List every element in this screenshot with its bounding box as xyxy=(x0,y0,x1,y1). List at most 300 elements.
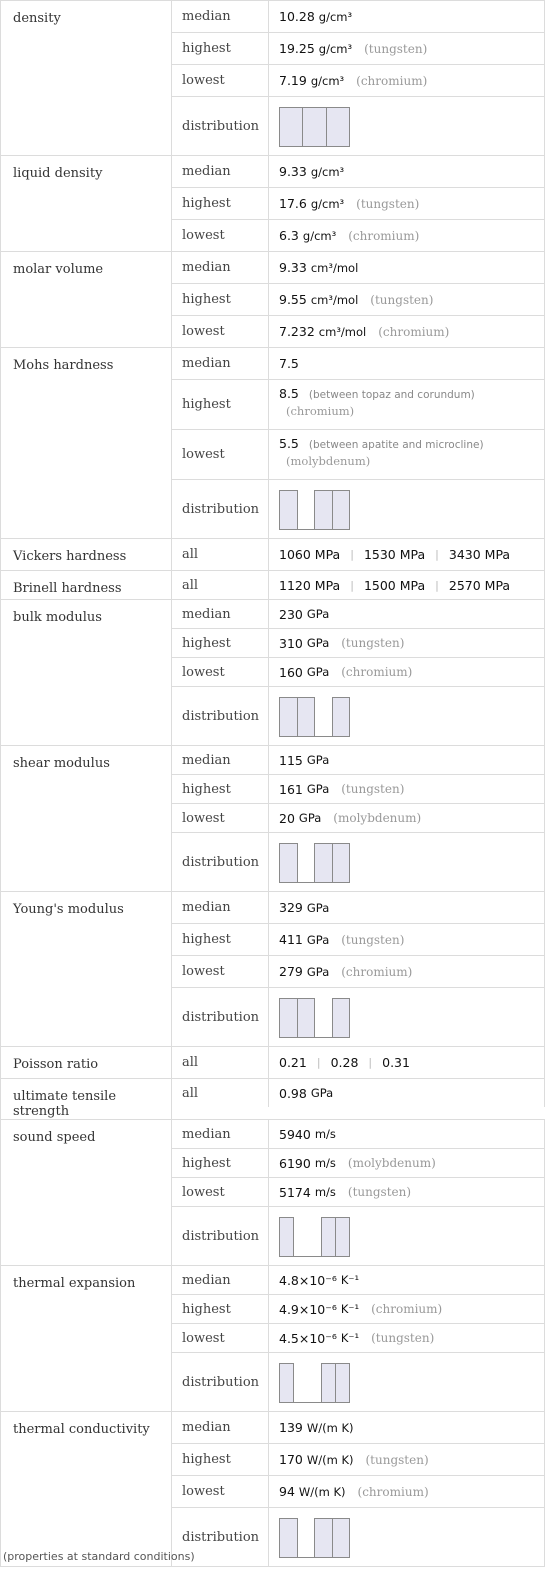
property-name: Poisson ratio xyxy=(0,1047,172,1078)
distribution-bar xyxy=(332,490,351,530)
distribution-bar xyxy=(297,697,316,737)
value-line xyxy=(279,436,544,453)
value-number: 19.25 xyxy=(279,41,315,56)
value-number: 161 xyxy=(279,781,303,797)
row-label: highest xyxy=(172,284,269,315)
row-value xyxy=(269,746,545,774)
value-number: 4.5×10⁻⁶ xyxy=(279,1330,337,1346)
value-number: 310 xyxy=(279,635,303,651)
row-label: distribution xyxy=(172,480,269,538)
row-value xyxy=(269,658,545,686)
distribution-bar xyxy=(335,1217,350,1257)
value-number: 170 xyxy=(279,1452,303,1467)
row-label: distribution xyxy=(172,1353,269,1411)
property-rows xyxy=(172,1266,545,1411)
row-value xyxy=(269,924,545,955)
property-row xyxy=(172,956,545,988)
distribution-bar xyxy=(297,998,316,1038)
value-number: 9.33 xyxy=(279,260,307,275)
distribution-chart xyxy=(279,488,349,530)
row-label: median xyxy=(172,348,269,379)
row-label: highest xyxy=(172,1295,269,1323)
value-note: (between topaz and corundum) xyxy=(308,389,475,401)
property-group xyxy=(0,1412,545,1567)
property-rows xyxy=(172,571,545,599)
property-row xyxy=(172,1047,545,1078)
property-row xyxy=(172,1295,545,1324)
distribution-bar xyxy=(332,697,351,737)
row-label: lowest xyxy=(172,1178,269,1206)
row-label: all xyxy=(172,571,269,599)
distribution-baseline xyxy=(279,146,348,147)
value-unit: cm³/mol xyxy=(310,260,359,275)
row-value xyxy=(269,284,545,315)
property-group xyxy=(0,539,545,571)
distribution-chart xyxy=(279,841,349,883)
property-rows xyxy=(172,892,545,1046)
property-row xyxy=(172,1,545,33)
value-number: 139 xyxy=(279,1420,303,1435)
value-number: 115 xyxy=(279,752,303,768)
row-label: median xyxy=(172,252,269,283)
distribution-bar xyxy=(321,1217,336,1257)
row-value xyxy=(269,1295,545,1323)
property-row xyxy=(172,892,545,924)
property-row xyxy=(172,252,545,284)
row-value xyxy=(269,600,545,628)
property-name: bulk modulus xyxy=(0,600,172,745)
value-number: 17.6 xyxy=(279,196,307,211)
separator: | xyxy=(350,578,354,592)
row-value xyxy=(269,833,545,891)
property-row xyxy=(172,1149,545,1178)
row-value xyxy=(269,1412,545,1443)
property-row xyxy=(172,833,545,891)
property-row xyxy=(172,33,545,65)
property-group xyxy=(0,1266,545,1412)
distribution-bar xyxy=(302,107,326,147)
row-value xyxy=(269,1207,545,1265)
property-row xyxy=(172,1178,545,1207)
list-value: 0.28 xyxy=(330,1055,359,1070)
row-value xyxy=(269,539,545,570)
property-name: thermal conductivity xyxy=(0,1412,172,1566)
row-value xyxy=(269,892,545,923)
value-number: 8.5 xyxy=(279,386,299,401)
distribution-bar xyxy=(314,490,333,530)
row-value xyxy=(269,629,545,657)
separator: | xyxy=(350,548,354,561)
distribution-baseline xyxy=(279,1402,348,1403)
distribution-bar xyxy=(279,843,298,883)
value-unit: GPa xyxy=(310,1086,334,1100)
property-group xyxy=(0,571,545,600)
row-value xyxy=(269,571,545,599)
value-number: 5940 xyxy=(279,1126,311,1142)
row-value xyxy=(269,1508,545,1566)
value-number: 7.232 xyxy=(279,324,315,339)
property-row xyxy=(172,1444,545,1476)
value-unit: W/(m K) xyxy=(306,1420,354,1435)
row-value xyxy=(269,97,545,155)
value-unit: K⁻¹ xyxy=(340,1273,360,1287)
value-number: 230 xyxy=(279,606,303,622)
row-label: median xyxy=(172,746,269,774)
row-label: all xyxy=(172,1047,269,1078)
row-label: lowest xyxy=(172,430,269,479)
distribution-bar xyxy=(279,490,298,530)
value-note: (tungsten) xyxy=(341,782,405,796)
property-group xyxy=(0,348,545,539)
property-rows xyxy=(172,156,545,251)
distribution-chart xyxy=(279,105,349,147)
value-unit: W/(m K) xyxy=(306,1452,354,1467)
value-note: (molybdenum) xyxy=(333,811,422,825)
row-value xyxy=(269,1353,545,1411)
distribution-baseline xyxy=(279,1256,348,1257)
value-note: (chromium) xyxy=(357,1484,429,1499)
property-row xyxy=(172,380,545,430)
row-value xyxy=(269,156,545,187)
property-group xyxy=(0,1047,545,1079)
value-number: 4.8×10⁻⁶ xyxy=(279,1272,337,1288)
property-name: shear modulus xyxy=(0,746,172,891)
row-value xyxy=(269,1178,545,1206)
property-row xyxy=(172,1324,545,1353)
value-number: 7.19 xyxy=(279,73,307,88)
row-value xyxy=(269,1476,545,1507)
list-value: 1530 MPa xyxy=(363,547,426,562)
property-rows xyxy=(172,1079,545,1119)
value-note: (tungsten) xyxy=(347,1185,412,1199)
value-unit: GPa xyxy=(306,964,330,979)
row-label: highest xyxy=(172,1444,269,1475)
row-label: median xyxy=(172,600,269,628)
value-note: (chromium) xyxy=(378,324,450,339)
row-label: distribution xyxy=(172,1508,269,1566)
row-label: lowest xyxy=(172,1324,269,1352)
property-group xyxy=(0,1,545,156)
value-unit: W/(m K) xyxy=(298,1484,346,1499)
property-rows xyxy=(172,746,545,891)
row-value xyxy=(269,348,545,379)
property-row xyxy=(172,1353,545,1411)
property-row xyxy=(172,1476,545,1508)
property-name: sound speed xyxy=(0,1120,172,1265)
property-row xyxy=(172,284,545,316)
distribution-chart xyxy=(279,1215,349,1257)
property-row xyxy=(172,348,545,380)
value-unit: m/s xyxy=(314,1127,336,1141)
list-value: 0.31 xyxy=(382,1055,410,1070)
property-name: liquid density xyxy=(0,156,172,251)
value-unit: GPa xyxy=(306,607,330,621)
property-group xyxy=(0,600,545,746)
property-name: Brinell hardness xyxy=(0,571,172,599)
value-number: 10.28 xyxy=(279,9,315,24)
row-label: median xyxy=(172,1120,269,1148)
value-unit: cm³/mol xyxy=(310,292,359,307)
value-unit: cm³/mol xyxy=(318,324,367,339)
distribution-bar xyxy=(332,998,351,1038)
row-label: lowest xyxy=(172,658,269,686)
distribution-bar xyxy=(314,843,333,883)
value-note: (tungsten) xyxy=(371,1331,435,1345)
value-note-2: (molybdenum) xyxy=(286,454,371,468)
value-note: (tungsten) xyxy=(341,932,405,947)
row-value xyxy=(269,188,545,219)
value-note-2: (chromium) xyxy=(286,404,355,418)
row-value xyxy=(269,1324,545,1352)
value-note: (chromium) xyxy=(341,964,413,979)
property-row xyxy=(172,775,545,804)
row-label: median xyxy=(172,1,269,32)
property-row xyxy=(172,480,545,538)
row-label: distribution xyxy=(172,988,269,1046)
distribution-bar xyxy=(332,843,351,883)
property-row xyxy=(172,65,545,97)
property-row xyxy=(172,924,545,956)
distribution-chart xyxy=(279,996,349,1038)
row-label: all xyxy=(172,1079,269,1107)
value-note: (tungsten) xyxy=(370,292,434,307)
distribution-bar xyxy=(332,1518,351,1558)
property-row xyxy=(172,1412,545,1444)
row-label: highest xyxy=(172,380,269,429)
property-row xyxy=(172,746,545,775)
row-value xyxy=(269,220,545,251)
value-unit: K⁻¹ xyxy=(340,1302,360,1316)
distribution-bar xyxy=(279,998,298,1038)
value-note: (tungsten) xyxy=(365,1452,429,1467)
row-label: distribution xyxy=(172,687,269,745)
distribution-bar xyxy=(279,107,303,147)
distribution-chart xyxy=(279,1361,349,1403)
property-row xyxy=(172,156,545,188)
distribution-bar xyxy=(279,1518,298,1558)
value-line xyxy=(279,386,544,403)
property-name: Young's modulus xyxy=(0,892,172,1046)
value-number: 20 xyxy=(279,810,295,826)
property-row xyxy=(172,1508,545,1566)
value-number: 5174 xyxy=(279,1184,311,1200)
property-rows xyxy=(172,252,545,347)
value-note: (chromium) xyxy=(348,228,420,243)
row-label: highest xyxy=(172,924,269,955)
value-number: 411 xyxy=(279,932,303,947)
row-label: highest xyxy=(172,188,269,219)
row-label: median xyxy=(172,1412,269,1443)
value-unit: m/s xyxy=(314,1156,336,1170)
row-label: highest xyxy=(172,1149,269,1177)
value-number: 5.5 xyxy=(279,436,299,451)
list-value: 3430 MPa xyxy=(448,547,511,562)
distribution-baseline xyxy=(279,882,348,883)
row-value xyxy=(269,1444,545,1475)
value-unit: g/cm³ xyxy=(310,196,345,211)
property-row xyxy=(172,188,545,220)
value-number: 0.98 xyxy=(279,1085,307,1101)
row-value xyxy=(269,33,545,64)
row-label: distribution xyxy=(172,1207,269,1265)
property-group xyxy=(0,1120,545,1266)
distribution-baseline xyxy=(279,1037,348,1038)
property-row xyxy=(172,687,545,745)
value-note: (chromium) xyxy=(341,665,413,679)
value-number: 9.33 xyxy=(279,164,307,179)
list-value: 1500 MPa xyxy=(363,577,426,593)
row-value xyxy=(269,1149,545,1177)
row-label: lowest xyxy=(172,956,269,987)
property-group xyxy=(0,1079,545,1120)
property-name: thermal expansion xyxy=(0,1266,172,1411)
distribution-baseline xyxy=(279,529,348,530)
row-label: highest xyxy=(172,33,269,64)
distribution-bar xyxy=(321,1363,336,1403)
value-unit: GPa xyxy=(306,900,330,915)
value-unit: GPa xyxy=(306,665,330,679)
row-value xyxy=(269,1,545,32)
value-number: 7.5 xyxy=(279,356,299,371)
row-value xyxy=(269,316,545,347)
value-unit: GPa xyxy=(298,811,322,825)
property-row xyxy=(172,1120,545,1149)
row-value xyxy=(269,988,545,1046)
value-number: 160 xyxy=(279,664,303,680)
distribution-bar xyxy=(279,697,298,737)
property-rows xyxy=(172,1,545,155)
property-row xyxy=(172,1266,545,1295)
property-rows xyxy=(172,1047,545,1078)
property-rows xyxy=(172,539,545,570)
value-unit: K⁻¹ xyxy=(340,1331,360,1345)
row-label: lowest xyxy=(172,316,269,347)
value-unit: GPa xyxy=(306,932,330,947)
row-value xyxy=(269,430,545,479)
distribution-bar xyxy=(279,1217,294,1257)
value-note: (molybdenum) xyxy=(347,1156,436,1170)
property-group xyxy=(0,746,545,892)
separator: | xyxy=(316,1056,321,1069)
value-note: (tungsten) xyxy=(356,196,420,211)
property-name: ultimate tensile strength xyxy=(0,1079,172,1119)
row-value xyxy=(269,1120,545,1148)
value-unit: g/cm³ xyxy=(318,41,353,56)
value-number: 6190 xyxy=(279,1155,311,1171)
row-label: highest xyxy=(172,629,269,657)
property-row xyxy=(172,316,545,347)
property-row xyxy=(172,804,545,833)
row-label: median xyxy=(172,892,269,923)
value-unit: g/cm³ xyxy=(302,228,337,243)
value-unit: GPa xyxy=(306,782,330,796)
footnote: (properties at standard conditions) xyxy=(3,1550,195,1563)
separator: | xyxy=(435,548,439,561)
value-unit: m/s xyxy=(314,1185,336,1199)
property-row xyxy=(172,97,545,155)
row-value xyxy=(269,1266,545,1294)
value-unit: GPa xyxy=(306,753,330,767)
distribution-bar xyxy=(335,1363,350,1403)
distribution-bar xyxy=(279,1363,294,1403)
property-row xyxy=(172,430,545,480)
row-label: lowest xyxy=(172,804,269,832)
value-number: 329 xyxy=(279,900,303,915)
property-rows xyxy=(172,348,545,538)
property-rows xyxy=(172,1412,545,1566)
row-label: distribution xyxy=(172,833,269,891)
value-number: 4.9×10⁻⁶ xyxy=(279,1301,337,1317)
property-name: Vickers hardness xyxy=(0,539,172,570)
property-row xyxy=(172,220,545,251)
row-label: median xyxy=(172,156,269,187)
property-name: molar volume xyxy=(0,252,172,347)
value-number: 9.55 xyxy=(279,292,307,307)
value-note: (tungsten) xyxy=(341,636,405,650)
property-row xyxy=(172,1079,545,1107)
value-note: (chromium) xyxy=(371,1302,443,1316)
list-value: 2570 MPa xyxy=(448,577,511,593)
value-note: (between apatite and microcline) xyxy=(308,439,484,451)
property-row xyxy=(172,1207,545,1265)
property-row xyxy=(172,600,545,629)
row-value xyxy=(269,956,545,987)
property-name: Mohs hardness xyxy=(0,348,172,538)
row-label: distribution xyxy=(172,97,269,155)
distribution-baseline xyxy=(279,736,348,737)
property-rows xyxy=(172,600,545,745)
property-row xyxy=(172,539,545,570)
row-value xyxy=(269,65,545,96)
row-value xyxy=(269,804,545,832)
distribution-chart xyxy=(279,695,349,737)
property-rows xyxy=(172,1120,545,1265)
value-note: (chromium) xyxy=(356,73,428,88)
row-value xyxy=(269,480,545,538)
separator: | xyxy=(368,1056,373,1069)
row-label: lowest xyxy=(172,220,269,251)
value-note: (tungsten) xyxy=(364,41,428,56)
row-value xyxy=(269,252,545,283)
distribution-bar xyxy=(326,107,350,147)
property-row xyxy=(172,658,545,687)
row-value xyxy=(269,1047,545,1078)
property-group xyxy=(0,156,545,252)
row-label: highest xyxy=(172,775,269,803)
row-label: lowest xyxy=(172,1476,269,1507)
value-number: 279 xyxy=(279,964,303,979)
list-value: 1120 MPa xyxy=(279,577,341,593)
row-label: median xyxy=(172,1266,269,1294)
property-row xyxy=(172,571,545,599)
value-number: 6.3 xyxy=(279,228,299,243)
row-label: all xyxy=(172,539,269,570)
property-group xyxy=(0,252,545,348)
list-value: 0.21 xyxy=(279,1055,307,1070)
separator: | xyxy=(435,578,439,592)
value-unit: g/cm³ xyxy=(310,164,345,179)
row-value xyxy=(269,687,545,745)
distribution-bar xyxy=(314,1518,333,1558)
property-name: density xyxy=(0,1,172,155)
row-value xyxy=(269,380,545,429)
value-unit: g/cm³ xyxy=(310,73,345,88)
row-value xyxy=(269,775,545,803)
value-unit: GPa xyxy=(306,636,330,650)
distribution-baseline xyxy=(279,1557,348,1558)
distribution-chart xyxy=(279,1516,349,1558)
row-value xyxy=(269,1079,545,1107)
